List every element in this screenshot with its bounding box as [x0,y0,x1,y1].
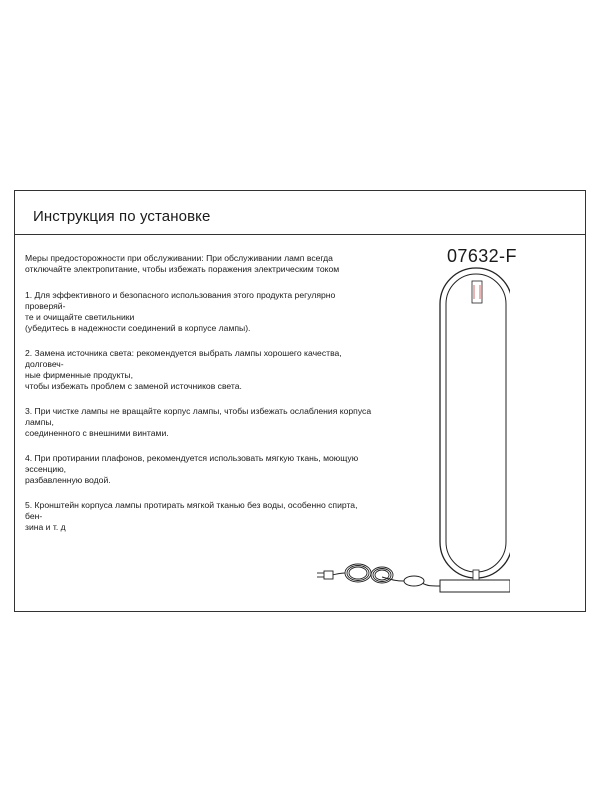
instruction-item-1: 1. Для эффективного и безопасного использования этого продукта регулярно проверяй- те и очищайте светильники (убедитесь в надежности соединений в корпусе лампы). [25,290,336,333]
instruction-item-3: 3. При чистке лампы не вращайте корпус лампы, чтобы избежать ослабления корпуса лампы, соединенного с внешними винтами. [25,406,372,438]
lamp-ring-outer [440,268,510,578]
lamp-drawing [290,265,510,610]
coiled-cable-icon [345,564,393,583]
power-plug-icon [324,571,333,579]
lamp-ring-inner [446,274,506,572]
safety-intro: Меры предосторожности при обслуживании: При обслуживании ламп всегда отключайте электропитание, чтобы избежать поражения электрическим током [25,253,340,274]
instruction-item-5: 5. Кронштейн корпуса лампы протирать мягкой тканью без воды, особенно спирта, бен- зина и т. д [25,500,358,532]
light-source-icon [472,281,482,303]
page-title: Инструкция по установке [33,208,211,225]
lamp-stem [473,570,479,580]
lamp-base [440,580,510,592]
inline-switch-icon [404,576,424,586]
instruction-item-4: 4. При протирании плафонов, рекомендуется использовать мягкую ткань, моющую эссенцию, разбавленную водой. [25,453,359,485]
power-cable [422,583,440,586]
model-number: 07632-F [447,246,517,266]
header-bar [15,191,585,235]
instruction-item-2: 2. Замена источника света: рекомендуется выбрать лампы хорошего качества, долговеч- ные фирменные продукты, чтобы избежать проблем с заменой источников света. [25,348,342,391]
